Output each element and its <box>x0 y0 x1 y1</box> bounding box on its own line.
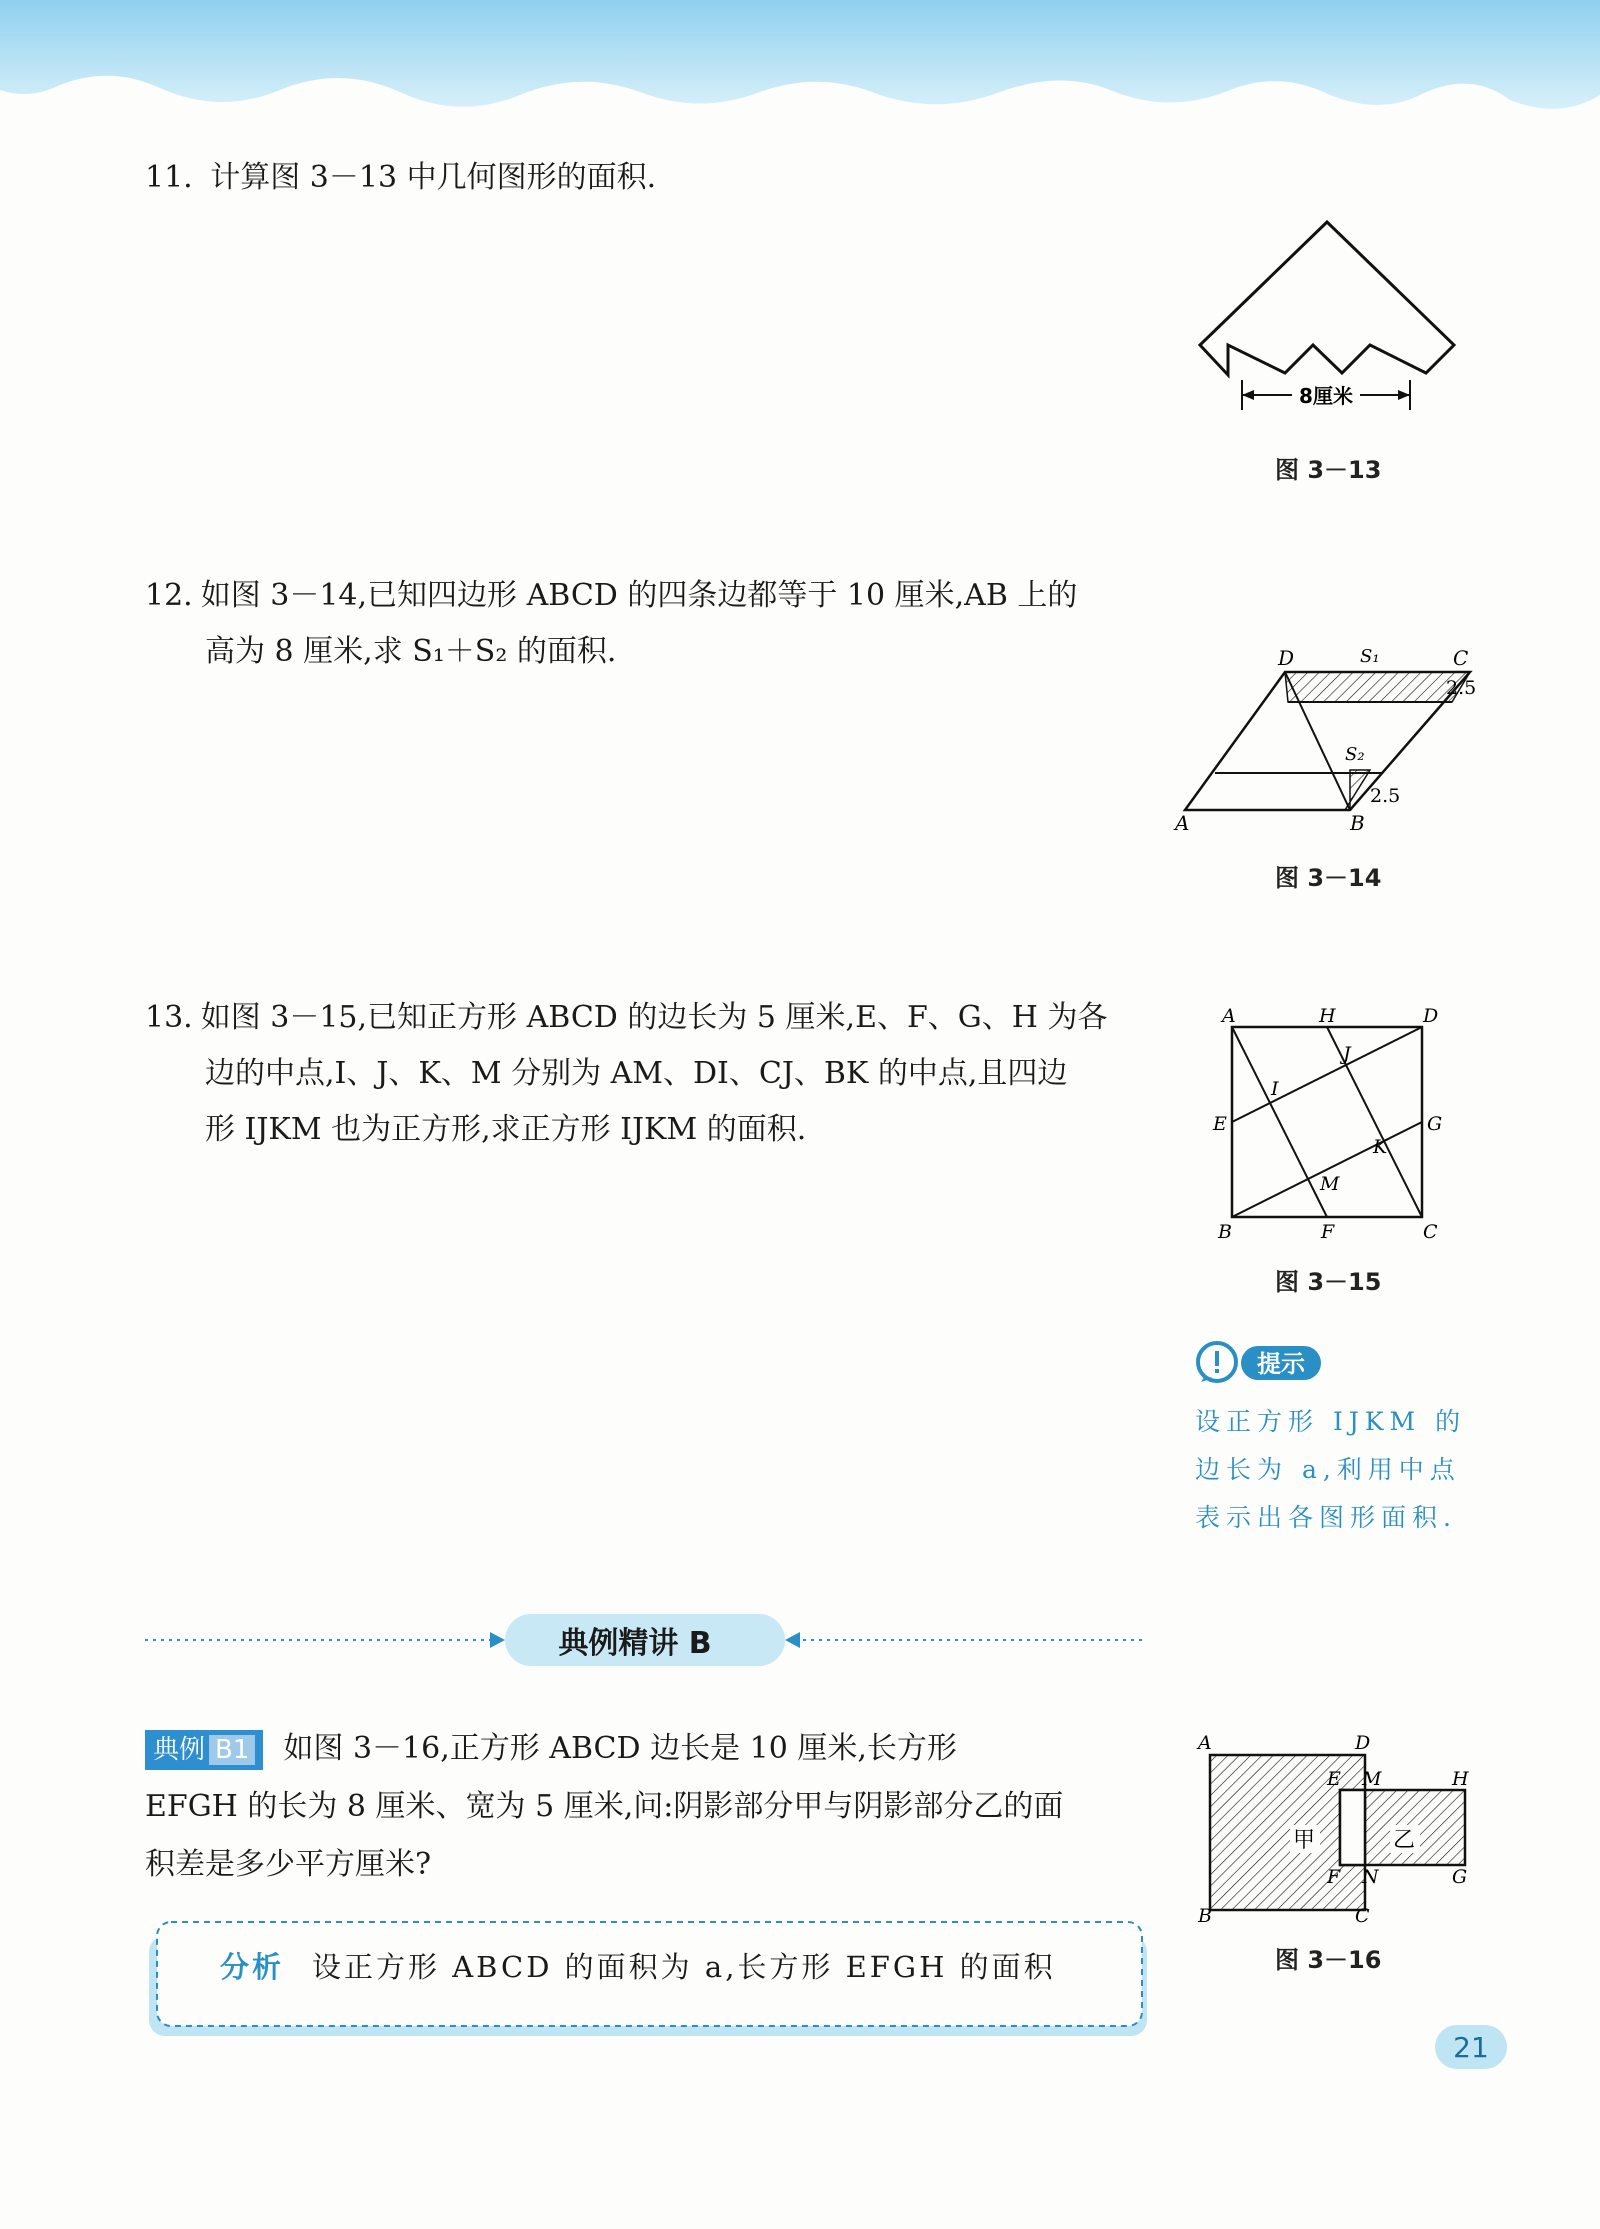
chevron-shape <box>1200 222 1454 375</box>
measure-label: 2.5 <box>1370 785 1401 807</box>
example-tag-number: B1 <box>209 1735 255 1765</box>
hint-badge-label: 提示 <box>1257 1350 1305 1378</box>
analysis-label: 分析 <box>220 1950 285 1984</box>
analysis-content: 设正方形 ABCD 的面积为 a,长方形 EFGH 的面积 <box>312 1950 1056 1984</box>
section-title: 典例精讲 B <box>558 1626 712 1661</box>
figure-3-13 <box>1190 215 1470 435</box>
problem-text-line: 形 IJKM 也为正方形,求正方形 IJKM 的面积. <box>205 1112 807 1147</box>
problem-number: 12. <box>145 578 193 613</box>
example-text-line: 如图 3－16,正方形 ABCD 边长是 10 厘米,长方形 <box>283 1731 957 1766</box>
label-g: G <box>1452 1866 1468 1888</box>
problem-11 <box>145 150 656 206</box>
example-b1 <box>145 1720 1155 1894</box>
problem-12 <box>145 568 1077 680</box>
label-s2: S₂ <box>1345 744 1365 765</box>
label-m: M <box>1362 1768 1382 1790</box>
label-h: H <box>1319 1005 1336 1027</box>
problem-text-line: 如图 3－14,已知四边形 ABCD 的四条边都等于 10 厘米,AB 上的 <box>200 578 1078 613</box>
label-c: C <box>1453 646 1469 670</box>
problem-text-line: 如图 3－15,已知正方形 ABCD 的边长为 5 厘米,E、F、G、H 为各 <box>200 1000 1108 1035</box>
label-b: B <box>1198 1905 1212 1925</box>
label-h: H <box>1452 1768 1469 1790</box>
caption-3-16: 图 3－16 <box>1275 1946 1382 1974</box>
label-s1: S₁ <box>1360 646 1380 667</box>
label-b: B <box>1218 1221 1232 1243</box>
label-g: G <box>1427 1113 1443 1135</box>
label-f: F <box>1321 1221 1335 1243</box>
label-e: E <box>1213 1113 1227 1135</box>
hint-line: 设正方形 IJKM 的 <box>1195 1407 1467 1436</box>
problem-text-line: 高为 8 厘米,求 S₁＋S₂ 的面积. <box>205 634 617 669</box>
example-text-line: EFGH 的长为 8 厘米、宽为 5 厘米,问:阴影部分甲与阴影部分乙的面 <box>145 1789 1064 1824</box>
problem-number: 13. <box>145 1000 193 1035</box>
figure-3-15 <box>1205 1000 1455 1250</box>
hint-line: 边长为 a,利用中点 <box>1195 1455 1461 1484</box>
label-m: M <box>1320 1173 1340 1195</box>
page-number: 21 <box>1435 2025 1507 2069</box>
label-d: D <box>1355 1732 1371 1754</box>
caption-3-15: 图 3－15 <box>1275 1268 1382 1296</box>
hint-badge <box>1195 1340 1325 1384</box>
label-c: C <box>1355 1905 1370 1925</box>
label-yi: 乙 <box>1393 1828 1416 1853</box>
label-a: A <box>1222 1005 1236 1027</box>
figure-3-16 <box>1190 1725 1470 1925</box>
label-j: J <box>1343 1043 1351 1065</box>
label-d: D <box>1423 1005 1439 1027</box>
example-tag <box>145 1730 263 1770</box>
caption-3-13: 图 3－13 <box>1275 456 1382 484</box>
label-b: B <box>1350 811 1365 835</box>
problem-text-line: 边的中点,I、J、K、M 分别为 AM、DI、CJ、BK 的中点,且四边 <box>205 1056 1068 1091</box>
label-e: E <box>1327 1768 1341 1790</box>
analysis-text <box>220 1945 1056 1986</box>
label-i: I <box>1271 1078 1279 1100</box>
label-c: C <box>1423 1221 1438 1243</box>
label-n: N <box>1362 1866 1379 1888</box>
figure-3-14 <box>1170 640 1500 840</box>
problem-text: 计算图 3－13 中几何图形的面积. <box>210 160 657 195</box>
problem-number: 11. <box>145 160 193 195</box>
label-a: A <box>1198 1732 1212 1754</box>
example-tag-label: 典例 <box>153 1735 206 1765</box>
dimension-label: 8厘米 <box>1299 384 1353 408</box>
label-f: F <box>1327 1866 1341 1888</box>
problem-13 <box>145 990 1107 1158</box>
caption-3-14: 图 3－14 <box>1275 864 1382 892</box>
label-k: K <box>1373 1136 1388 1158</box>
example-text-line: 积差是多少平方厘米? <box>145 1847 432 1882</box>
label-jia: 甲 <box>1293 1828 1316 1853</box>
measure-label: 2.5 <box>1446 677 1477 699</box>
label-d: D <box>1278 646 1295 670</box>
header-cloud-band <box>0 0 1600 140</box>
shaded-region-s1 <box>1285 672 1470 702</box>
hint-line: 表示出各图形面积. <box>1195 1503 1457 1532</box>
label-a: A <box>1175 811 1190 835</box>
hint-text <box>1195 1398 1495 1542</box>
